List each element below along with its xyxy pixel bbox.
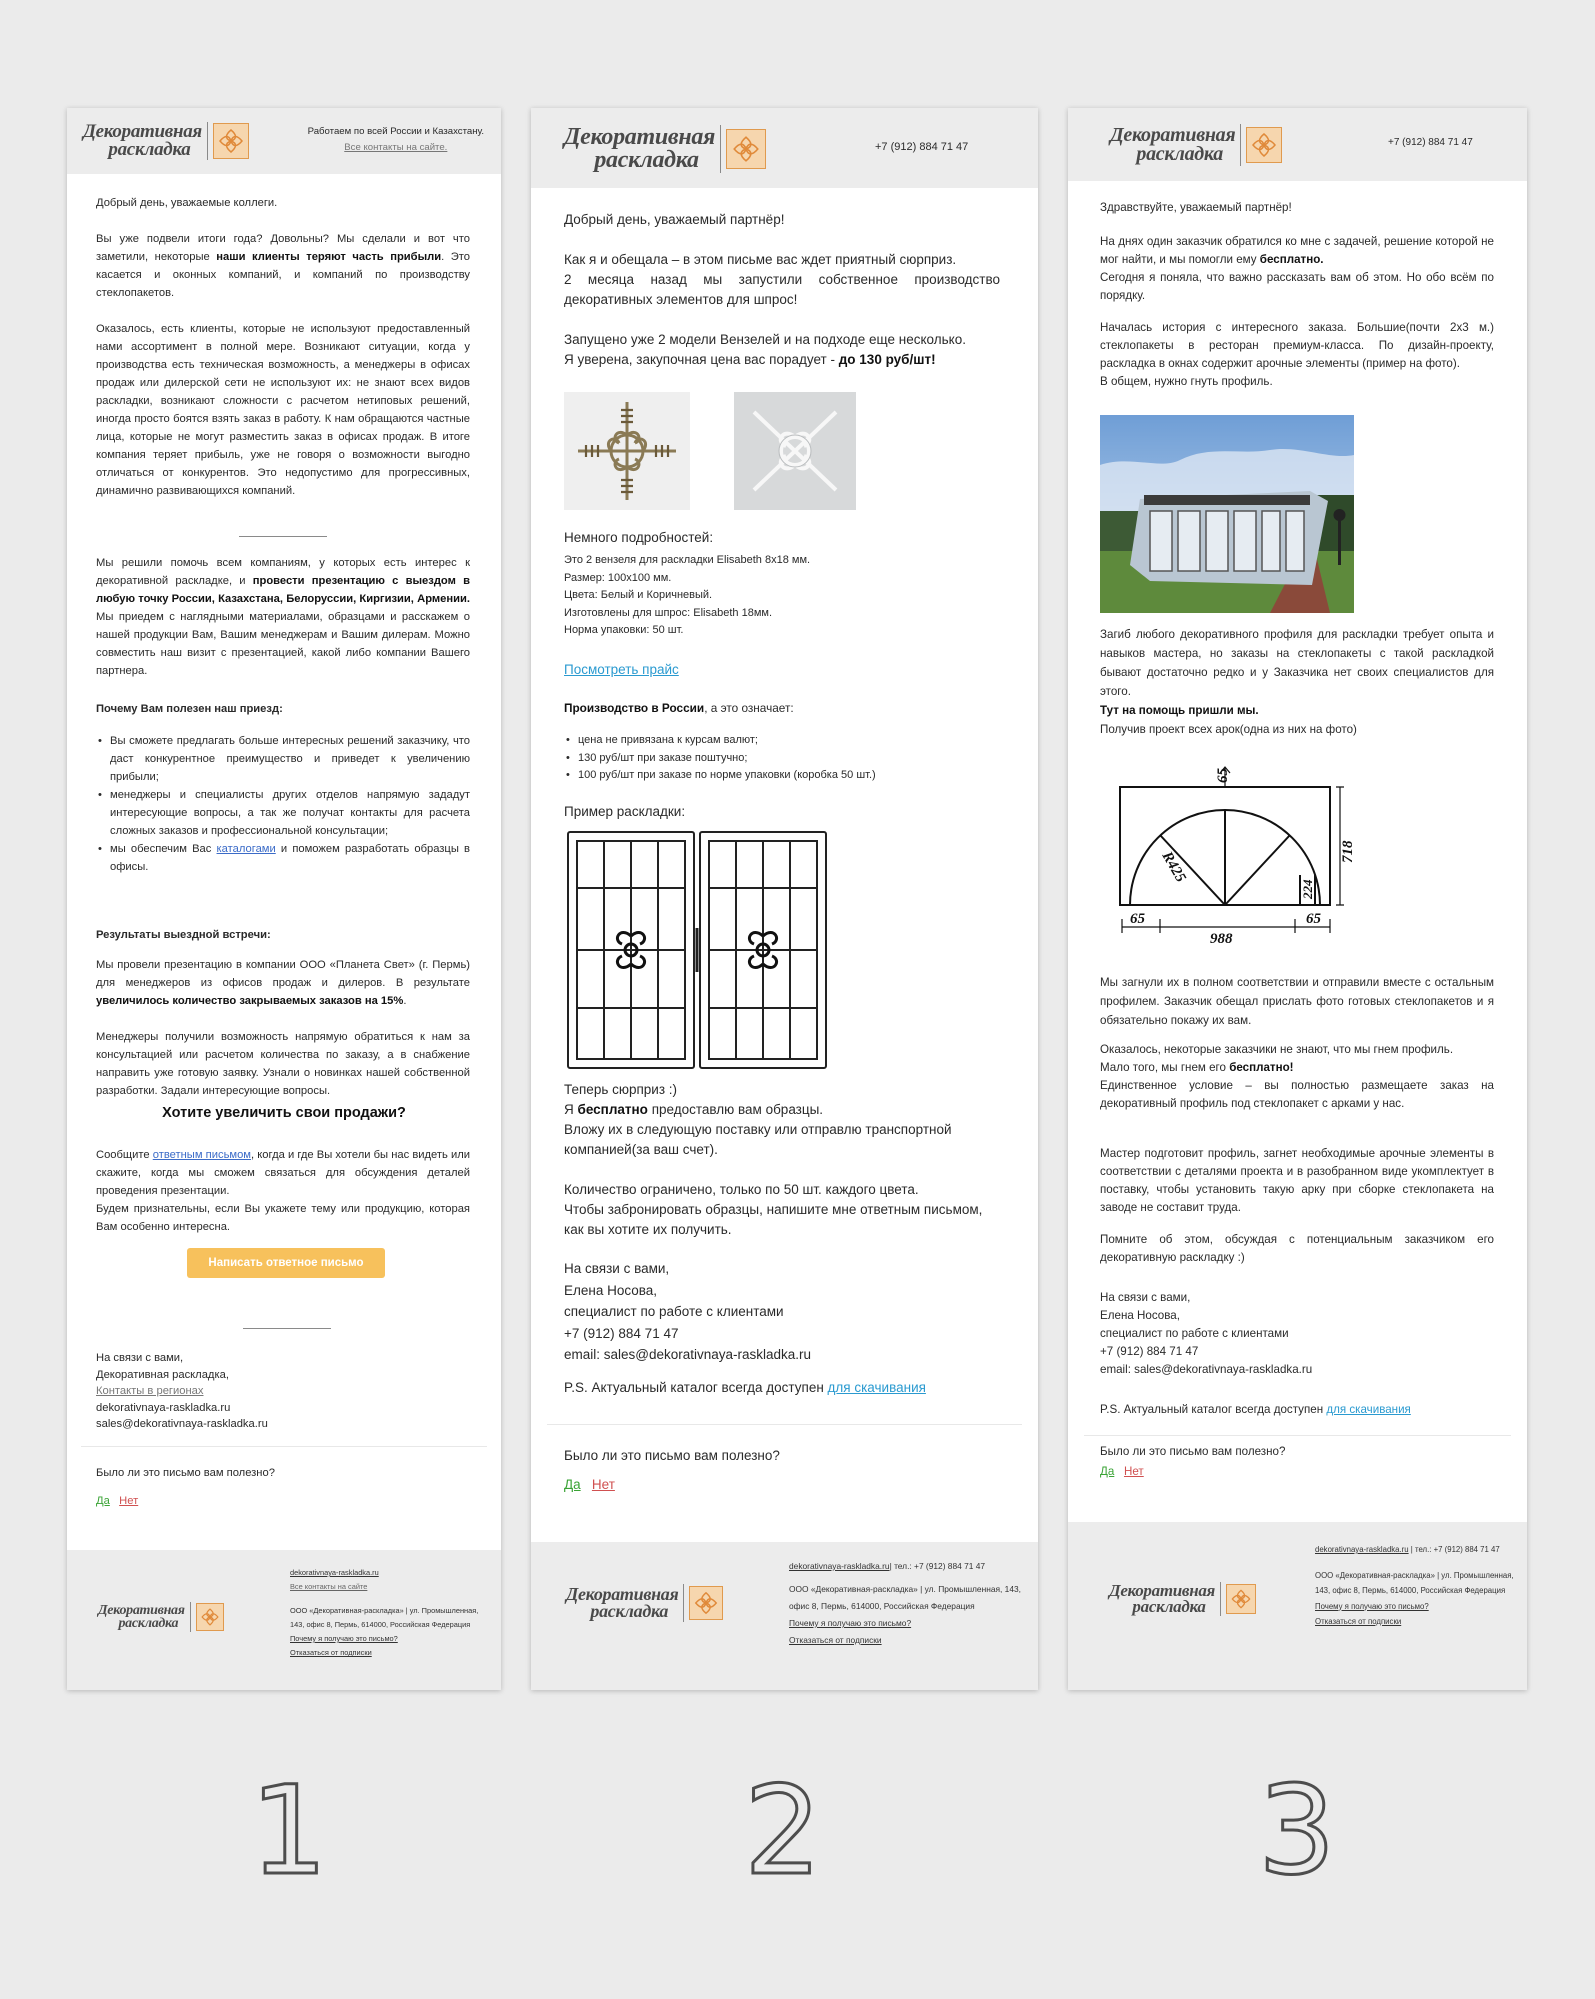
list-item: • 130 руб/шт при заказе поштучно; (564, 750, 876, 768)
footer-logo: Декоративная раскладка (98, 1602, 224, 1632)
why-receive-link[interactable]: Почему я получаю это письмо? (1315, 1601, 1429, 1611)
dim-radius: R425 (1158, 849, 1189, 886)
list-item: • мы обеспечим Вас каталогами и поможем разработать образцы в офисы. (96, 840, 470, 876)
unsubscribe-link[interactable]: Отказаться от подписки (1315, 1617, 1402, 1626)
details-title: Немного подробностей: (564, 530, 714, 545)
catalog-download-link[interactable]: для скачивания (827, 1380, 926, 1395)
paragraph-6: Мастер подготовит профиль, загнет необходимые арочные элементы в соответствии с деталями проекта и в разобранном виде укомплектует в поставку, чтобы установить такую арку при сборке стеклопакета на заводе не составит труда. (1100, 1147, 1494, 1214)
why-title: Почему Вам полезен наш приезд: (96, 703, 283, 715)
logo-line-2: раскладка (108, 139, 191, 160)
example-title: Пример раскладки: (564, 804, 686, 819)
paragraph-1: Как я и обещала – в этом письме вас ждет приятный сюрприз. 2 месяца назад мы запустили собственное производство декоративных элементов для шпрос! (564, 252, 1000, 307)
reply-button[interactable]: Написать ответное письмо (187, 1248, 385, 1278)
label-number-1: 1 (250, 1760, 328, 1902)
ornament-icon (726, 129, 766, 169)
signature: На связи с вами, Елена Носова, специалист по работе с клиентами +7 (912) 884 71 47 email: sales@dekorativnaya-raskladka.ru (564, 1261, 812, 1362)
footer-info: dekorativnaya-raskladka.ru | тел.: +7 (912) 884 71 47 ООО «Декоративная-раскладка» | ул. Промышленная, 143, офис 8, Пермь, 614000, Российская Федерация Почему я получаю это письмо? Отказаться от подписки (1315, 1545, 1514, 1626)
sales-paragraph: Сообщите ответным письмом, когда и где Вы хотели бы нас видеть или скажите, когда мы сможем связаться для обсуждения деталей проведения презентации. (96, 1149, 471, 1197)
footer-logo: Декоративная раскладка (1109, 1582, 1256, 1616)
ps-line: P.S. Актуальный каталог всегда доступен для скачивания (1100, 1403, 1411, 1416)
price-link[interactable]: Посмотреть прайс (564, 662, 679, 677)
production-title: Производство в России, а это означает: (564, 701, 794, 715)
paragraph-2: Запущено уже 2 модели Вензелей и на подходе еще несколько. Я уверена, закупочная цена вас порадует - до 130 руб/шт! (564, 332, 966, 367)
ornament-icon (1246, 127, 1282, 163)
list-item: • 100 руб/шт при заказе по норме упаковки (коробка 50 шт.) (564, 767, 876, 785)
email-footer (531, 1542, 1038, 1690)
catalogs-link[interactable]: каталогами (216, 843, 276, 855)
brand-logo (83, 122, 249, 160)
greeting: Добрый день, уважаемый партнёр! (564, 212, 785, 227)
window-layout-image (564, 828, 830, 1072)
sales-paragraph-2: Будем признательны, если Вы укажете тему или продукцию, которая Вам особенно интересна. (96, 1203, 470, 1233)
sales-title: Хотите увеличить свои продажи? (162, 1105, 406, 1121)
unsubscribe-link[interactable]: Отказаться от подписки (789, 1635, 882, 1645)
paragraph-7: Помните об этом, обсуждая с потенциальным заказчиком его декоративную раскладку :) (1100, 1233, 1494, 1264)
feedback-yes[interactable]: Да (96, 1495, 110, 1507)
header-phone: +7 (912) 884 71 47 (1388, 137, 1473, 148)
list-item: • Вы сможете предлагать больше интересных решений заказчику, что даст конкурентное преимущество и приведет к увеличению прибыли; (96, 732, 470, 786)
header-contacts-link[interactable]: Все контакты на сайте. (344, 142, 448, 153)
paragraph-2: Оказалось, есть клиенты, которые не используют предоставленный нами ассортимент в полной мере. Возникают ситуации, когда у производства есть техническая возможность, а менеджеры в офисах продаж или дилерской сети не используют их: не знают всех видов раскладки, возникают сложности с расчетом нетиповых решений, иногда просто боятся взять заказ в работу. К нам обращаются частные лица, которые не могут разместить заказ в офисах продаж. В итоге компания теряет прибыль, уже не говоря о возможности выгодно отличаться от конкурентов. Это недопустимо для прогрессивных, динамично развивающихся компаний. (96, 323, 470, 497)
email-preview-3 (1068, 108, 1527, 1690)
greeting: Добрый день, уважаемые коллеги. (96, 197, 278, 209)
footer-contacts-link[interactable]: Все контакты на сайте (290, 1582, 368, 1591)
feedback-links (564, 1475, 615, 1495)
feedback-links (96, 1492, 138, 1510)
feedback-question: Было ли это письмо вам полезно? (96, 1467, 275, 1479)
footer-info: dekorativnaya-raskladka.ru| тел.: +7 (912) 884 71 47 ООО «Декоративная-раскладка» | ул. Промышленная, 143, офис 8, Пермь, 614000, Российская Федерация Почему я получаю это письмо? Отказаться от подписки (789, 1561, 1021, 1645)
divider (239, 536, 327, 537)
email-header (531, 108, 1038, 188)
regions-link[interactable]: Контакты в регионах (96, 1385, 204, 1397)
feedback-yes[interactable]: Да (1100, 1465, 1115, 1478)
surprise-block: Теперь сюрприз :) Я бесплатно предоставлю вам образцы. Вложу их в следующую поставку или отправлю транспортной компанией(за ваш счет). (564, 1082, 952, 1157)
paragraph-1: На днях один заказчик обратился ко мне с задачей, решение которой не мог найти, и мы помогли ему бесплатно. Сегодня я поняла, что важно рассказать вам об этом. Но обо всём по порядку. (1100, 235, 1494, 302)
divider (243, 1328, 331, 1329)
header-coverage: Работаем по всей России и Казахстану. (307, 126, 484, 137)
dim-height: 718 (1340, 840, 1356, 863)
why-receive-link[interactable]: Почему я получаю это письмо? (290, 1634, 398, 1643)
feedback-question: Было ли это письмо вам полезно? (1100, 1445, 1286, 1458)
catalog-download-link[interactable]: для скачивания (1326, 1403, 1411, 1416)
ornament-icon (1226, 1584, 1256, 1614)
production-list (564, 732, 876, 785)
details-list: Это 2 вензеля для раскладки Elisabeth 8х18 мм. Размер: 100х100 мм. Цвета: Белый и Коричневый. Изготовлены для шпрос: Elisabeth 18мм. Норма упаковки: 50 шт. (564, 554, 811, 637)
feedback-no[interactable]: Нет (1123, 1465, 1144, 1478)
footer-site-link[interactable]: dekorativnaya-raskladka.ru (290, 1568, 379, 1577)
arch-drawing (1100, 757, 1354, 951)
ornament-icon (213, 123, 249, 159)
paragraph-5: Оказалось, некоторые заказчики не знают, что мы гнем профиль. Мало того, мы гнем его бесплатно! Единственное условие – вы полностью размещаете заказ на декоративный профиль под стеклопакет с арками у нас. (1100, 1043, 1494, 1110)
brand-logo: Декоративная раскладка (564, 125, 766, 173)
limit-block: Количество ограничено, только по 50 шт. каждого цвета. Чтобы забронировать образцы, напишите мне ответным письмом, как вы хотите их получить. (564, 1182, 983, 1237)
feedback-question: Было ли это письмо вам полезно? (564, 1448, 780, 1463)
results-paragraph-2: Менеджеры получили возможность напрямую обратиться к нам за консультацией или расчетом количества по заказу, а в снабжение направить уже готовую заявку. Узнали о новинках нашей собственной разработки. Задали интересующие вопросы. (96, 1031, 470, 1097)
ps-line: P.S. Актуальный каталог всегда доступен для скачивания (564, 1380, 926, 1395)
header-phone: +7 (912) 884 71 47 (875, 141, 969, 153)
unsubscribe-link[interactable]: Отказаться от подписки (290, 1648, 372, 1657)
list-item: • цена не привязана к курсам валют; (564, 732, 876, 750)
reply-link[interactable]: ответным письмом (152, 1149, 252, 1161)
signature: На связи с вами, Елена Носова, специалист по работе с клиентами +7 (912) 884 71 47 email: sales@dekorativnaya-raskladka.ru (1100, 1291, 1313, 1376)
why-receive-link[interactable]: Почему я получаю это письмо? (789, 1618, 912, 1628)
paragraph-4: Мы загнули их в полном соответствии и отправили вместе с остальным профилем. Заказчик обещал прислать фото готовых стеклопакетов и я обязательно покажу их вам. (1100, 976, 1494, 1027)
logo-line-1: Декоративная (83, 120, 202, 142)
greeting: Здравствуйте, уважаемый партнёр! (1100, 201, 1292, 214)
feedback-no[interactable]: Нет (119, 1495, 139, 1507)
footer-site-link[interactable]: dekorativnaya-raskladka.ru (789, 1561, 890, 1571)
ornament-icon (196, 1603, 224, 1631)
paragraph-1: Вы уже подвели итоги года? Довольны? Мы сделали и вот что заметили, некоторые наши клиенты теряют часть прибыли. Это касается и оконных компаний, и компаний по производству стеклопакетов. (96, 233, 470, 299)
footer-site-link[interactable]: dekorativnaya-raskladka.ru (1315, 1545, 1409, 1554)
paragraph-3: Загиб любого декоративного профиля для раскладки требует опыта и навыков мастера, но заказы на стеклопакеты с такой раскладкой бывают достаточно редко и у Заказчика нет своих специалистов для этого. Тут на помощь пришли мы. Получив проект всех арок(одна из них на фото) (1100, 628, 1494, 736)
feedback-yes[interactable]: Да (564, 1477, 581, 1492)
monogram-white-image (734, 392, 856, 510)
email-preview-2 (531, 108, 1038, 1690)
label-number-2: 2 (744, 1760, 822, 1902)
paragraph-2: Началась история с интересного заказа. Большие(почти 2х3 м.) стеклопакеты в ресторан премиум-класса. По дизайн-проекту, раскладка в окнах содержит арочные элементы (пример на фото). В общем, нужно гнуть профиль. (1100, 321, 1494, 388)
dim-width: 988 (1210, 931, 1233, 947)
email-header (67, 108, 501, 174)
dim-side: 224 (1300, 879, 1315, 899)
label-number-3: 3 (1258, 1760, 1336, 1902)
email-footer (67, 1550, 501, 1690)
dim-top: 65 (1215, 768, 1231, 783)
feedback-no[interactable]: Нет (591, 1477, 615, 1492)
email-preview-1 (67, 108, 501, 1690)
monogram-brown-image (564, 392, 690, 510)
email-header (1068, 108, 1527, 181)
dim-right: 65 (1306, 911, 1321, 927)
results-title: Результаты выездной встречи: (96, 929, 271, 941)
ornament-icon (689, 1586, 723, 1620)
email-footer (1068, 1522, 1527, 1690)
benefits-list (96, 732, 470, 876)
brand-logo: Декоративная раскладка (1110, 124, 1282, 166)
results-paragraph: Мы провели презентацию в компании ООО «Планета Свет» (г. Пермь) для менеджеров из офисов продаж и дилеров. В результате увеличилось количество закрываемых заказов на 15%. (96, 959, 470, 1007)
signature: На связи с вами, Декоративная раскладка, Контакты в регионах dekorativnaya-raskladka.ru sales@dekorativnaya-raskladka.ru (96, 1352, 268, 1430)
dim-left: 65 (1130, 911, 1145, 927)
list-item: • менеджеры и специалисты других отделов напрямую зададут интересующие вопросы, а так же получат контакты для расчета сложных заказов и профессиональной консультации; (96, 786, 470, 840)
paragraph-3: Мы решили помочь всем компаниям, у которых есть интерес к декоративной раскладке, и провести презентацию с выездом в любую точку России, Казахстана, Белоруссии, Киргизии, Армении. Мы приедем с наглядными материалами, образцами и расскажем о нашей продукции Вам, Вашим менеджерам и Вашим дилерам. Можно совместить наш визит с презентацией, какой либо компании Вашего партнера. (96, 557, 470, 677)
footer-info: dekorativnaya-raskladka.ru Все контакты на сайте ООО «Декоративная-раскладка» | ул. Промышленная, 143, офис 8, Пермь, 614000, Российская Федерация Почему я получаю это письмо? Отказаться от подписки (290, 1568, 479, 1657)
feedback-links (1100, 1463, 1144, 1481)
restaurant-photo (1100, 415, 1354, 613)
footer-logo: Декоративная раскладка (566, 1584, 723, 1622)
